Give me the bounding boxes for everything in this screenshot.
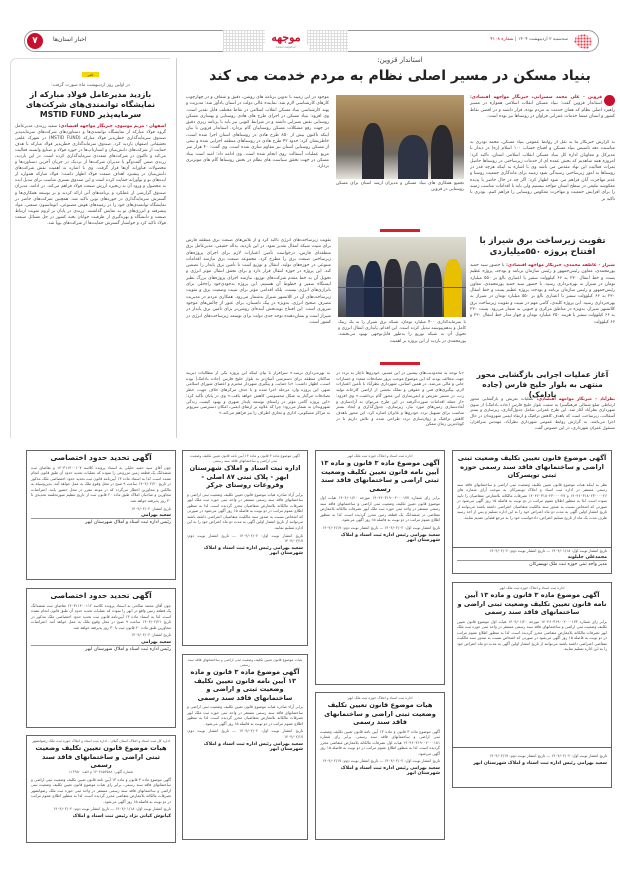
legal-notice[interactable] bbox=[315, 450, 445, 685]
notice-header: اداره ثبت اسناد و املاک حوزه ثبت ملک ابهر bbox=[499, 586, 565, 590]
legal-notice[interactable] bbox=[182, 450, 308, 646]
notice-header: آگهی موضوع ماده ۳ قانون و ماده ۱۳ آیین نامه قانون تعیین تکلیف وضعیت ثبتی اراضی و ساختمانهای فاقد سند رسمی bbox=[190, 454, 300, 463]
notice-signer: سعید بهرامی رئیس اداره ثبت اسناد و املاک شهرستان ابهر bbox=[203, 545, 303, 556]
notice-signer: سعید بهرامی bbox=[141, 640, 171, 646]
main-byline: قزوین - علی محمد سسرانی، خبرنگار مواجهه اقتصادی: bbox=[470, 95, 602, 100]
page-header bbox=[24, 30, 599, 52]
notice-dates: تاریخ انتشار نوبت اول: ۱۴۰۴/۰۱/۱۸ — تاریخ انتشار نوبت دوم: ۱۴۰۴/۰۲/۰۲ bbox=[53, 806, 171, 812]
issue-date bbox=[490, 37, 568, 42]
main-lead bbox=[470, 95, 615, 120]
section-divider bbox=[380, 362, 420, 365]
notice-header: اداره کل ثبت اسناد و املاک استان گیلان - اداره ثبت اسناد و املاک حوزه ثبت ملک رضوانشهر bbox=[32, 739, 170, 743]
notice-body: چون آقای سید حمید خلیلی به استناد پرونده کلاسه ۱۴۰۳۱۱۴۰۰۱۰۷ و تقاضای ثبت ششدانگ یک قطعه زمین مزروعی را نموده که عملیات تحدید حدود آن طبق قانون انجام نشده است. لذا به استناد ماده ۱۳ آیین‌نامه قانون ثبت تحدید حدود اختصاصی ملک مذکور در تاریخ ۱۴۰۴/۰۲/۲۰ ساعت ۹ صبح در محل وقوع ملک به عمل خواهد آمد. بدین‌وسیله به مالکین و مجاورین اخطار می‌گردد که در موعد مقرر در محل حضور یابند. اعتراضات مجاورین و صاحبان املاک طبق ماده ۲۰ قانون ثبت از تاریخ تنظیم صورتجلسه تحدیدی تا ۳۰ روز پذیرفته خواهد شد. bbox=[31, 464, 171, 504]
person-figure bbox=[404, 261, 422, 317]
left-story-kicker: در اولین روز اردیبهشت ماه صورت گرفت: bbox=[51, 83, 130, 88]
left-story-byline: اصفهان - مریم موسوی، خبرنگار مواجهه اقتصادی: bbox=[58, 124, 166, 129]
story3-col3-text: به بهره‌برداری برسد.» سرافراز با بیان اینکه این پروژه یکی از مطالبات دیرینه ساکنان منطقه برای دسترسی آسان‌تر به بلوار خلیج فارس (جاده بادامک) بوده است، اظهار داشت: «با حمایت و پیگیری شهردار محترم و اعضای شورای اسلامی شهر، این پروژه وارد مرحله اجرا شده و با حذف مرکزهای خلاف جهت، خطر تصادفات مرگبار به شکل محسوسی کاهش خواهد یافت.» وی در پایان تأکید کرد: «این پروژه گامی مؤثر در راستای توسعه پایدار شهری و بهبود کیفیت زندگی شهروندان به شمار می‌رود؛ چرا که علاوه بر ارتقای ایمنی، امکان دسترسی سریع‌تر به مراکز مسکونی، اداری و تجاری اطراف را نیز فراهم می‌کند.» bbox=[186, 370, 330, 415]
section-title: اخبار استان‌ها bbox=[53, 36, 87, 43]
notice-dates: تاریخ انتشار نوبت اول: ۱۴۰۴/۰۲/۰۲ — تاریخ انتشار نوبت دوم: ۱۴۰۴/۰۲/۱۷ bbox=[322, 524, 440, 530]
notice-header: اداره ثبت اسناد و املاک حوزه ثبت ملک ابهر bbox=[347, 696, 413, 700]
main-headline[interactable]: بنیاد مسکن در مسیر اصلی نظام به مردم خدمت می کند bbox=[209, 68, 591, 84]
notice-dates: تاریخ انتشار نوبت اول: ۱۴۰۴/۰۲/۰۲ — تاریخ انتشار نوبت دوم: ۱۴۰۴/۰۲/۱۷ bbox=[489, 753, 607, 758]
notice-header: هیات موضوع قانون تعیین تکلیف وضعیت ثبتی اراضی و ساختمانهای فاقد سند رسمی bbox=[187, 658, 303, 667]
person-figure bbox=[384, 259, 402, 317]
issue-number: شماره ۴۱۰۸ bbox=[490, 37, 514, 42]
story2-byline: شیراز - عاطفه محمدی، خبرنگار مواجهه اقتصادی: bbox=[506, 263, 615, 268]
person-figure bbox=[398, 135, 428, 179]
page-number-badge: ۷ bbox=[27, 33, 43, 49]
story2-headline[interactable]: تقویت زیرساخت برق شیراز با افتتاح پروژه ۵۵۰میلیاردی bbox=[479, 236, 606, 257]
story2-text: با حضور سید حمید پورمحمدی، معاون رئیس‌جمهور و رئیس سازمان برنامه و بودجه، پروژه عظیم پست و خط انتقال ۲۳۰ به ۶۶ کیلوولت سفیر با اعتباری بالغ بر ۵۵۰ میلیارد تومان در شیراز به بهره‌برداری رسید. با حضور سید حمید پورمحمدی، معاون رئیس‌جمهور و رئیس سازمان برنامه و بودجه، پروژه عظیم پست و خط انتقال ۲۳۰ به ۶۶ کیلوولت سفیر با اعتباری بالغ بر ۵۵۰ میلیارد تومان در شیراز به بهره‌برداری رسید. این پروژه کلیدی، گامی مهم در تثبیت و تقویت زیرساخت برق کلانشهر شیراز، به‌ویژه در مناطق مرکزی و جنوبی به شمار می‌رود. پست ۲۳۰ به ۶۶ کیلوولت سفیر با هزینه ۲۵۰ میلیارد تومان و چهار مدار خط انتقال ۲۳۰ و ۶۶ کیلوولت bbox=[470, 263, 615, 325]
legal-notice[interactable] bbox=[26, 450, 176, 580]
notice-body: آگهی موضوع ماده ۳ قانون و ماده ۱۳ آیین نامه قانون تعیین تکلیف وضعیت ثبتی اراضی و ساختمانهای فاقد سند رسمی. برابر رای هیات موضوع قانون تعیین تکلیف وضعیت ثبتی اراضی و ساختمانهای فاقد سند رسمی مستقر در واحد ثبتی حوزه ثبت ملک رضوانشهر تصرفات مالکانه بلامعارض متقاضی محرز گردیده است. لذا به منظور اطلاع عموم مراتب در دو نوبت به فاصله ۱۵ روز آگهی می‌شود. bbox=[31, 776, 171, 804]
person-figure bbox=[431, 125, 453, 179]
notice-title: آگهی موضوع ماده ۳ قانون و ماده ۱۳ آیین نامه قانون تعیین تکلیف وضعیت ثبتی و اراضی و ساختمانهای فاقد سند رسمی bbox=[190, 668, 300, 702]
notice-signer: سعید بهرامی رئیس اداره ثبت اسناد و املاک شهرستان ابهر bbox=[203, 741, 303, 752]
logo-url: www.mowjehe.ir bbox=[263, 45, 309, 51]
notice-dates: تاریخ انتشار نوبت اول: ۱۴۰۴/۰۲/۰۲ — تاریخ انتشار نوبت دوم: ۱۴۰۴/۰۲/۱۷ bbox=[187, 728, 303, 739]
story2-photo-caption: با سرمایه‌گذاری ۴۰۰ میلیارد تومان، شبکه برق شیراز را به یک رینگ کامل و به‌هم‌پیوسته تبدیل کرده است. این اقدام، پایداری انتقال انرژی و تحویل آن به شبکه توزیع را به‌طور قابل‌توجهی بهبود می‌بخشد. پورمحمدی در بازدید از این پروژه بر اهمیت bbox=[338, 320, 466, 344]
paper-icon bbox=[604, 95, 615, 106]
notice-body: برابر رای شماره ۱۴۰۴۶۰۳۱۹۰۰۲۰۰۰۱۷۷ مورخه ۱۴۰۴/۰۱/۲۰ هیات اول موضوع قانون تعیین تکلیف وضعیت ثبتی اراضی و ساختمانهای فاقد سند رسمی مستقر در واحد ثبتی حوزه ثبت ملک ابهر تصرفات مالکانه بلامعارض متقاضی در ششدانگ یک قطعه زمین محرز گردیده است. لذا به منظور اطلاع عموم مراتب در دو نوبت به فاصله ۱۵ روز آگهی می‌شود. bbox=[320, 495, 440, 523]
notice-signer-title: رئیس اداره ثبت اسناد و املاک شهرستان ابهر bbox=[31, 518, 171, 525]
person-figure bbox=[424, 263, 442, 317]
legal-notice[interactable] bbox=[26, 735, 176, 843]
main-photo[interactable] bbox=[336, 95, 464, 179]
left-story bbox=[10, 58, 170, 438]
news-tag: خبر bbox=[82, 72, 100, 77]
notice-title: آگهی موضوع ماده ۳ قانون و ماده ۱۳ آیین نامه قانون تعیین تکلیف وضعیت ثبتی اراضی و ساختمانهای فاقد سند رسمی bbox=[457, 591, 607, 616]
ribbon bbox=[338, 287, 466, 288]
notice-header: اداره ثبت اسناد و املاک حوزه ثبت ملک ابهر bbox=[347, 454, 413, 458]
notice-title: هیات موضوع قانون تعیین تکلیف وضعیت ثبتی اراضی و ساختمانهای فاقد سند رسمی bbox=[35, 744, 167, 769]
legal-notice[interactable] bbox=[26, 588, 176, 728]
notice-dates: تاریخ انتشار: ۱۴۰۴/۰۲/۰۲ bbox=[131, 505, 171, 511]
legal-notice[interactable] bbox=[315, 692, 445, 840]
story3-headline[interactable]: آغاز عملیات اجرایی بازگشایی محور منتهی به بلوار خلیج فارس (جاده بادامک) bbox=[476, 370, 609, 399]
person-figure bbox=[346, 265, 364, 317]
notice-dates: تاریخ انتشار نوبت اول: ۱۴۰۴/۰۱/۱۸ — تاریخ انتشار نوبت دوم: ۱۴۰۴/۰۲/۰۲ bbox=[489, 548, 607, 553]
logo-text: موجهه bbox=[265, 30, 307, 45]
story2-col2-text: تقویت زیرساخت‌های انرژی تاکید کرد و از تلاش‌های صنعت برق منطقه فارس برای تثبیت شبکه انتقال تقدیر نمود. در این بازدید، یداله حقیقی، مدیرعامل برق منطقه‌ای فارس، درخواست تأمین اعتبارات لازم برای اجرای پروژه‌های زیرساختی صنعت برق را مطرح کرد. مجموعه صنعت برق نیازمند اقدامات متنوعی در حوزه‌های تولید، انتقال و توزیع است تا تأمین برق پایدار را تضمین کند. این پروژه در حوزه انتقال قرار دارد و برای تحقق انتقال موثر انرژی و تحویل آن به خط مقدم شرکت‌های توزیع، نیازمند اجرای پروژه‌های بزرگ نظیر ایستگاه سفیر و خطوط آن هستیم. این پروژه به‌خودی‌خود راه‌حلی برای ناترازی‌های انرژی نیست، بلکه اقدامی مؤثر برای تثبیت وضعیت برق و تقویت زیرساخت‌های آن در کلانشهر شیراز به‌شمار می‌رود. همکاری مردم در مدیریت مصرف صحیح انرژی، به‌ویژه در پیک تابستان، برای عبور از چالش‌های موجود ضروری است. این افتتاح نویدبخش آینده‌ای روشن‌تر برای تأمین برق پایدار در شیراز است و نشان‌دهنده توجه جدی دولت برای توسعه زیرساخت‌های انرژی در کشور است. bbox=[186, 238, 331, 325]
notice-signer: سعید بهرامی bbox=[141, 513, 171, 519]
main-kicker: استاندار قزوین: bbox=[377, 56, 423, 64]
notice-signer-title: رئیس اداره ثبت اسناد و املاک شهرستان ابهر bbox=[31, 645, 171, 652]
notice-title: هیات موضوع قانون تعیین تکلیف وضعیت ثبتی اراضی و ساختمانهای فاقد سند رسمی bbox=[324, 701, 436, 726]
notice-title: آگهی موضوع قانون تعیین تکلیف وضعیت ثبتی اراضی و ساختمانهای فاقد سند رسمی حوزه ثبتی تویسرکان bbox=[457, 454, 607, 479]
notice-title: آگهی تحدید حدود اختصاصی bbox=[50, 591, 152, 600]
legal-notice-signature bbox=[452, 548, 612, 574]
notice-title: آگهی موضوع ماده ۳ قانون و ماده ۱۳ آیین نامه قانون تعیین تکلیف وضعیت ثبتی اراضی و ساختمانهای فاقد سند رسمی bbox=[320, 459, 440, 493]
newspaper-logo[interactable] bbox=[223, 30, 348, 52]
date-text: سه‌شنبه ۲ اردیبهشت ۱۴۰۴ | bbox=[515, 37, 568, 42]
story3-col2-text: «با توجه به محدودیت‌های پیشین در این مسیر، خودروها ناچار به تردد در جهت مخالف بودند که این موضوع موجب بروز تصادفات متعدد و خسارات جانی و مالی می‌شد. در همین اساس، شهرداری نظرآباد با تأمین اعتبارات لازم، پیگیری‌های فنی و حقوقی و تملک بخشی از اراضی کارخانه تولید رب، در مسیر تعریض و ایمن‌سازی این محور گام برداشت.» وی افزود: «از جمله اقدامات صورت‌گرفته در این طرح می‌توان به آزادسازی و آماده‌سازی زمین‌های مورد نیاز، زیرسازی، جدول‌گذاری و ایجاد بستر مناسب برای تسهیل تردد خودروها و عابران اشاره کرد. این محور باهدف کاهش ترافیک و روان‌سازی تردد طراحی شده و تلاش داریم تا در کوتاه‌ترین زمان ممکن bbox=[336, 370, 464, 427]
main-photo-caption: تجمیع همکاری های بنیاد مسکن و مدیران ارشد استان برای مسکن روستایی در قزوین bbox=[336, 181, 464, 193]
story3-text: عملیات تعریض و بازگشایی محور ارتباطی ضلع شمالی فرهنگسرا به سمت بلوار خلیج فارس (جاده بادامک) از سوی شهرداری نظرآباد آغاز شد. این طرح عمرانی شامل جدول‌گذاری، زیرسازی و بستر آسفالت، زیرساخت است که باهدف کاهش ترافیک و ارتقاء ایمنی شهروندان در حال اجرا می‌باشد. به گزارش روابط عمومی شهرداری نظرآباد، مهندس سرافراز، مسئول عمران شهرداری، در این خصوص گفت bbox=[470, 396, 615, 430]
notice-title: اداره ثبت اسناد و املاک شهرستان ابهر - پلاک ثبتی ۸۷ اصلی - وفروعات روستای جرکر bbox=[189, 464, 301, 489]
notice-signer: سعید بهرامی رئیس اداره ثبت اسناد و املاک شهرستان ابهر bbox=[340, 766, 440, 777]
left-story-text: سعید زرندی، مدیرعامل گروه فولاد مبارکه از نمایشگاه توانمندی‌ها و دستاوردهای شرکت‌های سرمایه‌پذیر صندوق سرمایه‌گذاری خطرپذیر فولاد مبارکه (MSTID FUND) در شهرک علمی تحقیقاتی اصفهان بازدید کرد. صندوق سرمایه‌گذاری خطرپذیر فولاد مبارکه با هدف حمایت از شرکت‌های دانش‌بنیان و استارتاپ‌ها در حوزه فولاد و صنایع وابسته فعالیت می‌کند و تاکنون در شرکت‌های متعددی سرمایه‌گذاری کرده است. در این بازدید، زرندی ضمن گفت‌وگو با مدیران شرکت‌ها از نزدیک در جریان آخرین دستاوردها و محصولات فناورانه آن‌ها قرار گرفت. وی با اشاره به اهمیت نقش شرکت‌های دانش‌بنیان در پیشبرد اهداف صنعت فولاد اظهار داشت: فولاد مبارکه همواره از ایده‌های نو و نوآورانه حمایت کرده است و این صندوق بستری مناسب برای تبدیل ایده به محصول و ورود آن به زنجیره ارزش صنعت فولاد فراهم می‌کند. در ادامه، مدیران صندوق گزارشی از عملکرد و برنامه‌های آتی ارائه کردند و بر توسعه همکاری‌ها و گسترش سرمایه‌گذاری در حوزه‌های نوین تاکید شد. همچنین شرکت‌های حاضر در نمایشگاه توانمندی‌های خود را در زمینه‌های هوش مصنوعی، اتوماسیون صنعتی، مواد پیشرفته و انرژی‌های نو به نمایش گذاشتند. زرندی در پایان بر لزوم تقویت ارتباط صنعت و دانشگاه و بهره‌گیری از ظرفیت جوانان نخبه کشور در حل مسائل صنعت فولاد تاکید کرد و خواستار گسترش حمایت‌ها از شرکت‌های نوپا شد. bbox=[15, 124, 166, 226]
notice-body: آگهی موضوع ماده ۳ قانون و ماده ۱۳ آیین نامه قانون تعیین تکلیف وضعیت ثبتی اراضی و ساختمانهای فاقد سند رسمی. برابر رای شماره ۱۴۰۴۶۰۳۱۹۰۰۲۰۰۰۱۸۱ هیات اول تصرفات مالکانه بلامعارض متقاضی محرز گردیده است. لذا به منظور اطلاع عموم مراتب در دو نوبت به فاصله ۱۵ روز آگهی می‌شود. bbox=[320, 728, 440, 756]
main-lead-text: استاندار قزوین گفت: بنیاد مسکن انقلاب اسلامی همواره در مسیر راهبرد اصلی نظام که همان خدمت به مردم بوده، قرار داشته و در اقصی نقاط کشور و استان منشا خدمات عمرانی فراوان در روستاها نیز بوده است. bbox=[470, 101, 615, 119]
notice-body: چون آقای محمد صالحی به استناد پرونده کلاسه ۱۴۰۳۱۱۴۰۰۱۱۲ تقاضای ثبت ششدانگ یک قطعه زمین واقع در ابهر را نموده که عملیات تحدید حدود آن طبق قانون انجام نشده است. لذا به استناد ماده ۱۳ آیین‌نامه قانون ثبت تحدید حدود اختصاصی ملک مذکور در تاریخ ۱۴۰۴/۰۲/۲۱ ساعت ۹ صبح در محل وقوع ملک به عمل خواهد آمد. اعتراضات مجاورین طبق ماده ۲۰ قانون ثبت تا ۳۰ روز پذیرفته خواهد شد. bbox=[31, 602, 171, 630]
main-col2-text: موجود در این زمینه با تدوین برنامه های روشن، دقیق و شفاف و در چهارچوب کارهای کارشناسی لازم شد. نماینده عالی دولت در استان یادآور شد: مدیریت و پهنه کارشناسی بنیاد مسکن انقلاب اسلامی در نقاط مختلف قابل تقدیر است. وی افزود: بنیاد مسکن در اجرای طرح های هادی روستایی و بهسازی مسکن روستایی نقش بسزایی داشته و در شرایط کنونی نیز باید با برنامه ریزی دقیق در جهت رفع مشکلات مسکن روستاییان گام بردارد. استاندار قزوین با بیان اینکه تاکنون بیش از ۸۵۰ طرح هادی در روستاهای استان اجرا شده است، خاطرنشان کرد: حدود ۴۲ طرح هادی در روستاهای منطقه اجرایی شده و نیمی از مسکن روستایی استان نیز مقاوم سازی شده است. وی گفت: ۴۰ هزار متر مربع عملیات آسفالت روی انجام شده است. وی ادامه داد: امید است بنیاد مسکن در جهت تحقق سیاست های نظام در بخش روستاها گام های موثرتری بردارد. bbox=[186, 95, 329, 170]
legal-notice[interactable] bbox=[452, 450, 612, 548]
notice-dates: تاریخ انتشار نوبت اول: ۱۴۰۴/۰۲/۰۲ — تاریخ انتشار نوبت دوم: ۱۴۰۴/۰۲/۱۷ bbox=[187, 532, 303, 544]
notice-signer: محمدعلی جلیلوند bbox=[567, 554, 607, 560]
notice-dates: تاریخ انتشار نوبت اول: ۱۴۰۴/۰۲/۰۲ — تاریخ انتشار نوبت دوم: ۱۴۰۴/۰۲/۱۷ bbox=[322, 758, 440, 764]
person-figure bbox=[362, 123, 384, 179]
notice-signer-title: مدیر واحد ثبتی حوزه ثبت ملک تویسرکان bbox=[457, 560, 607, 567]
person-figure bbox=[444, 259, 462, 317]
legal-notice-signature bbox=[452, 748, 612, 788]
column-divider bbox=[176, 58, 177, 438]
notice-dates: تاریخ انتشار: ۱۴۰۴/۰۲/۰۲ bbox=[131, 632, 171, 638]
legal-notice[interactable] bbox=[452, 582, 612, 748]
notice-signer: کیانوش کیانی نژاد رئیس ثبت اسناد و املاک bbox=[72, 814, 171, 820]
legal-notice[interactable] bbox=[182, 654, 308, 840]
person-figure bbox=[364, 261, 382, 317]
story3-byline: نظرآباد - خبرنگار مواجهه اقتصادی: bbox=[536, 396, 615, 401]
notice-body: برابر آراء صادره هیات موضوع قانون تعیین تکلیف وضعیت ثبتی اراضی و ساختمانهای فاقد سند رسمی مستقر در واحد ثبتی حوزه ثبت ملک ابهر تصرفات مالکانه بلامعارض متقاضیان محرز گردیده است. لذا به منظور اطلاع عموم مراتب در دو نوبت به فاصله ۱۵ روز آگهی می‌شود در صورتی که اشخاص نسبت به صدور سند مالکیت متقاضیان اعتراضی داشته باشند می‌توانند از تاریخ انتشار اولین آگهی به مدت دو ماه اعتراض خود را به این اداره تسلیم نمایند. bbox=[187, 491, 303, 531]
section-divider bbox=[380, 229, 420, 232]
notice-signer: سعید بهرامی رئیس اداره ثبت اسناد و املاک شهرستان ابهر bbox=[340, 532, 440, 543]
story2-photo[interactable] bbox=[338, 237, 466, 317]
left-story-headline[interactable]: بازدید مدیرعامل فولاد مبارکه از نمایشگاه توانمندی‌های شرکت‌های سرمایه‌پذیر MSTID FUND bbox=[25, 90, 156, 119]
notice-reference: شماره آگهی: ۱۴۰۴۸۵۳۵۸۸ م الف: ۱۱۴۹۵۰ bbox=[68, 769, 134, 774]
iran-map-icon bbox=[574, 34, 592, 49]
notice-body: نظر به اینکه هیات موضوع قانون تعیین تکلیف وضعیت ثبتی اراضی و ساختمانهای فاقد سند رسمی مستقر در اداره ثبت اسناد و املاک تویسرکان به موجب آرای شماره های ۱۴۰۴۶۰۳۱۸۰۲۳۰۰۰۰۲۶ و ۱۴۰۴۶۰۳۱۸۰۲۳۰۰۰۰۲۷ تصرفات مالکانه بلامعارض متقاضیان را تایید نموده است. لذا به منظور اطلاع عموم مراتب در دو نوبت به فاصله ۱۵ روز آگهی می‌شود در صورتی که اشخاص نسبت به صدور سند مالکیت متقاضیان اعتراضی داشته باشند می‌توانند از تاریخ انتشار اولین آگهی به مدت دو ماه اعتراض خود را به این اداره تسلیم و پس از اخذ رسید ظرف مدت یک ماه از تاریخ تسلیم اعتراض، دادخواست خود را به مرجع قضایی تقدیم نمایند. bbox=[457, 481, 607, 521]
notice-body: برابر آراء صادره هیات موضوع قانون تعیین تکلیف وضعیت ثبتی اراضی و ساختمانهای فاقد سند رسمی مستقر در واحد ثبتی حوزه ثبت ملک ابهر تصرفات مالکانه بلامعارض متقاضیان محرز گردیده است. لذا به منظور اطلاع عموم مراتب در دو نوبت به فاصله ۱۵ روز آگهی می‌شود. bbox=[187, 704, 303, 726]
main-col1-text: به گزارش خبرنگار ما به نقل از روابط عمومی بنیاد مسکن، محمد نوذری به مناسبت دهه تاسیس بنیاد مسکن و افتتاح حساب ۱۰۰ اسلام (ره) در دیدار با مدیرکل و معاونان اداره کل بنیاد مسکن انقلاب اسلامی استان، تاکید کرد: امروزه همه شاهدیم که بخش عمده ای از خدمات زیرساختی در روستاها حاصل ثمرات فعالیت این نهاد مقدس می باشد وی با اشاره به اینکه هرچه قدر در روستاها به امور زیرساختی رسیدگی شود زمینه برای ماندگاری جمعیت روستا و عدم مهاجرت آنان فراهم می شود اظهار کرد: اگر چه در حال حاضر با پدیده معکوسه تبلیغی در سطح استان مواجه نیستیم ولی باید با اقدامات مناسب زمینه را برای افزایش جمعیت و مهاجرت معکوس روستایی را فراهم کنیم. نوذری با تاکید بر bbox=[470, 140, 615, 202]
notice-signer: سعید بهرامی رئیس اداره ثبت اسناد و املاک شهرستان ابهر bbox=[473, 760, 607, 766]
notice-title: آگهی تحدید حدود اختصاصی bbox=[50, 453, 152, 462]
notice-body: برابر رای شماره ۱۴۰۴۶۰۳۱۹۰۰۲۰۰۰۱۷۳ مورخه ۱۴۰۴/۰۱/۲۰ هیات اول موضوع قانون تعیین تکلیف وضعیت ثبتی اراضی و ساختمانهای فاقد سند رسمی مستقر در واحد ثبتی حوزه ثبت ملک ابهر تصرفات مالکانه بلامعارض متقاضی محرز گردیده است. لذا به منظور اطلاع عموم مراتب در دو نوبت به فاصله ۱۵ روز آگهی می‌شود در صورتی که اشخاص نسبت به صدور سند مالکیت متقاضی اعتراضی داشته باشند می‌توانند از تاریخ انتشار اولین آگهی به مدت دو ماه اعتراض خود را به این اداره تسلیم نمایند. bbox=[457, 618, 607, 652]
